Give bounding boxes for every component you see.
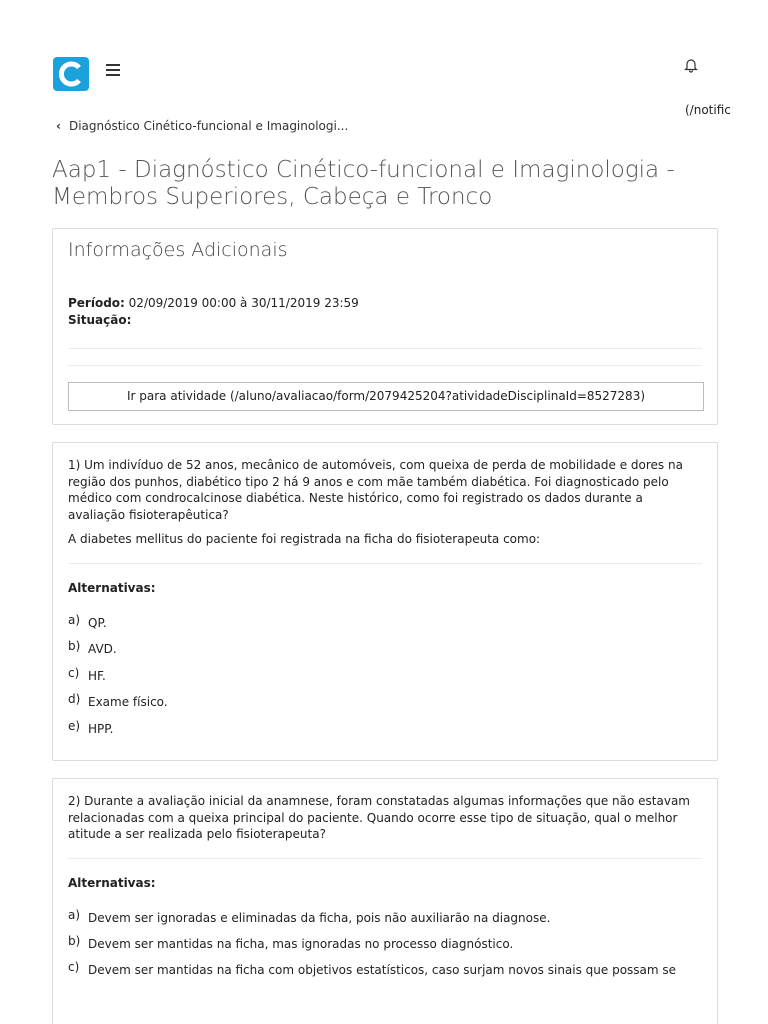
alternative-text: QP. (88, 616, 107, 630)
alternative-option[interactable] (68, 666, 106, 683)
alternative-letter: a) (68, 613, 81, 627)
top-bar (0, 0, 768, 130)
periodo-label: Período: (68, 296, 125, 310)
alternative-option[interactable] (68, 692, 168, 709)
alternative-letter: b) (68, 934, 81, 948)
chevron-left-icon: ‹ (56, 119, 61, 133)
alternative-text: AVD. (88, 642, 117, 656)
alternative-option[interactable] (68, 613, 107, 630)
question-card (52, 778, 718, 1024)
notifications-link[interactable]: (/notific (685, 103, 731, 117)
info-heading: Informações Adicionais (68, 239, 288, 261)
go-to-activity-button[interactable]: Ir para atividade (/aluno/avaliacao/form/2079425204?atividadeDisciplinaId=8527283) (68, 382, 704, 411)
alternative-text: HF. (88, 669, 106, 683)
logo-c-icon[interactable] (53, 57, 89, 91)
alternative-letter: c) (68, 960, 80, 974)
alternative-letter: e) (68, 719, 81, 733)
divider (68, 858, 702, 859)
alternative-letter: d) (68, 692, 81, 706)
page-title: Aap1 - Diagnóstico Cinético-funcional e Imaginologia - Membros Superiores, Cabeça e Tronco (52, 157, 675, 210)
alternatives-label: Alternativas: (68, 581, 156, 595)
alternative-letter: a) (68, 908, 81, 922)
question-text: 1) Um indivíduo de 52 anos, mecânico de automóveis, com queixa de perda de mobilidade e dores na região dos punhos, diabético tipo 2 há 9 anos e com mãe também diabética. Foi diagnosticado pelo médico com condrocalcinose diabética. Neste histórico, como foi registrado os dados durante a avaliação fisioterapêutica? (68, 458, 683, 522)
situacao-label: Situação: (68, 313, 132, 327)
alternatives-label: Alternativas: (68, 876, 156, 890)
question-text: 2) Durante a avaliação inicial da anamnese, foram constatadas algumas informações que não estavam relacionadas com a queixa principal do paciente. Quando ocorre esse tipo de situação, qual o melhor atitude a ser realizada pelo fisioterapeuta? (68, 794, 690, 841)
alternative-text: Exame físico. (88, 695, 168, 709)
alternative-text: HPP. (88, 722, 114, 736)
divider (68, 365, 702, 366)
periodo-value: 02/09/2019 00:00 à 30/11/2019 23:59 (128, 296, 359, 310)
alternative-option[interactable] (68, 960, 676, 977)
divider (68, 563, 702, 564)
breadcrumb[interactable] (56, 119, 348, 133)
alternative-option[interactable] (68, 908, 550, 925)
alternative-option[interactable] (68, 934, 513, 951)
alternative-text: Devem ser ignoradas e eliminadas da ficha, pois não auxiliarão na diagnose. (88, 911, 551, 925)
alternative-text: Devem ser mantidas na ficha, mas ignoradas no processo diagnóstico. (88, 937, 514, 951)
periodo-line (68, 296, 359, 310)
question-card (52, 442, 718, 761)
alternative-letter: c) (68, 666, 80, 680)
alternative-option[interactable] (68, 639, 117, 656)
breadcrumb-label: Diagnóstico Cinético-funcional e Imaginologi... (68, 119, 349, 133)
alternative-text: Devem ser mantidas na ficha com objetivos estatísticos, caso surjam novos sinais que possam se (88, 963, 677, 977)
alternative-letter: b) (68, 639, 81, 653)
divider (68, 348, 702, 349)
question-subtext: A diabetes mellitus do paciente foi registrada na ficha do fisioterapeuta como: (68, 532, 541, 546)
situacao-line (68, 313, 131, 327)
info-card (52, 228, 718, 425)
alternative-option[interactable] (68, 719, 113, 736)
hamburger-menu-icon[interactable] (106, 64, 120, 78)
bell-icon[interactable] (684, 57, 700, 73)
